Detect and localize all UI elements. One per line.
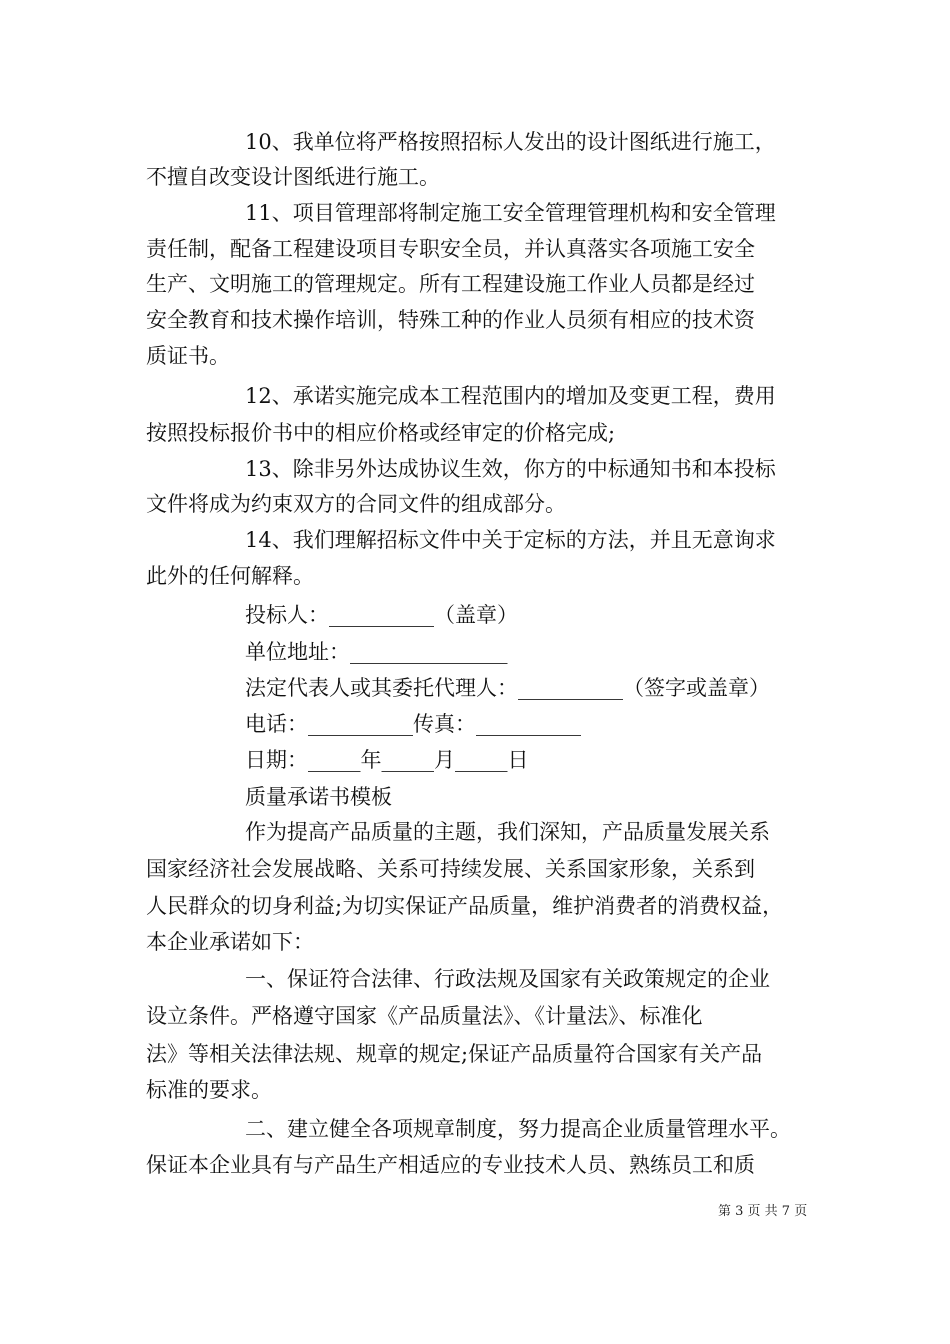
text-line: 作为提高产品质量的主题，我们深知，产品质量发展关系 bbox=[245, 820, 770, 844]
text-line: 质证书。 bbox=[146, 344, 230, 368]
representative-line: 法定代表人或其委托代理人：__________（签字或盖章） bbox=[245, 676, 770, 700]
text-line: 文件将成为约束双方的合同文件的组成部分。 bbox=[146, 492, 566, 516]
text-line: 此外的任何解释。 bbox=[146, 564, 314, 588]
text-line: 14、我们理解招标文件中关于定标的方法，并且无意询求 bbox=[245, 528, 776, 552]
bidder-line: 投标人：__________（盖章） bbox=[245, 603, 518, 627]
text-line: 责任制，配备工程建设项目专职安全员，并认真落实各项施工安全 bbox=[146, 237, 755, 261]
text-line: 一、保证符合法律、行政法规及国家有关政策规定的企业 bbox=[245, 967, 770, 991]
text-line: 按照投标报价书中的相应价格或经审定的价格完成; bbox=[146, 421, 616, 445]
text-line: 设立条件。严格遵守国家《产品质量法》、《计量法》、标准化 bbox=[146, 1004, 703, 1028]
text-line: 安全教育和技术操作培训，特殊工种的作业人员须有相应的技术资 bbox=[146, 308, 755, 332]
text-line: 法》等相关法律法规、规章的规定;保证产品质量符合国家有关产品 bbox=[146, 1042, 763, 1066]
phone-fax-line: 电话：__________传真：__________ bbox=[245, 712, 581, 736]
text-line: 生产、文明施工的管理规定。所有工程建设施工作业人员都是经过 bbox=[146, 272, 755, 296]
text-line: 10、我单位将严格按照招标人发出的设计图纸进行施工， bbox=[245, 130, 776, 154]
text-line: 二、建立健全各项规章制度，努力提高企业质量管理水平。 bbox=[245, 1117, 791, 1141]
text-line: 11、项目管理部将制定施工安全管理管理机构和安全管理 bbox=[245, 201, 776, 225]
text-line: 国家经济社会发展战略、关系可持续发展、关系国家形象，关系到 bbox=[146, 857, 755, 881]
text-line: 人民群众的切身利益;为切实保证产品质量，维护消费者的消费权益， bbox=[146, 894, 784, 918]
section-title: 质量承诺书模板 bbox=[245, 785, 392, 809]
text-line: 不擅自改变设计图纸进行施工。 bbox=[146, 165, 440, 189]
text-line: 本企业承诺如下： bbox=[146, 930, 314, 954]
page-number: 第 3 页 共 7 页 bbox=[718, 1204, 808, 1219]
text-line: 12、承诺实施完成本工程范围内的增加及变更工程，费用 bbox=[245, 384, 776, 408]
text-line: 13、除非另外达成协议生效，你方的中标通知书和本投标 bbox=[245, 457, 776, 481]
text-line: 保证本企业具有与产品生产相适应的专业技术人员、熟练员工和质 bbox=[146, 1153, 755, 1177]
date-line: 日期：_____年_____月_____日 bbox=[245, 748, 529, 772]
text-line: 标准的要求。 bbox=[146, 1078, 272, 1102]
address-line: 单位地址：_______________ bbox=[245, 640, 508, 664]
